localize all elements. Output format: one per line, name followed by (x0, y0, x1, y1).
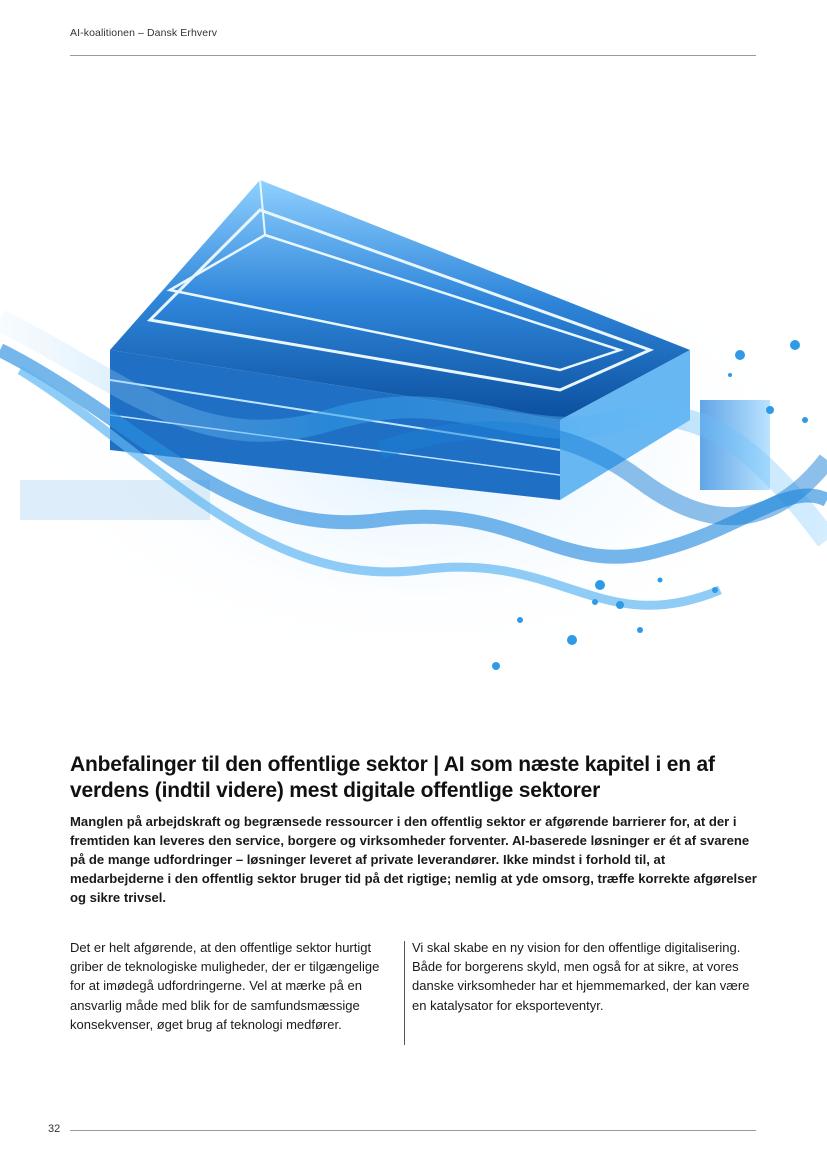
footer-rule (70, 1130, 756, 1131)
page-headline: Anbefalinger til den offentlige sektor | AI som næste kapitel i en af verdens (indtil videre) mest digitale offentlige sektorer (70, 753, 715, 803)
body-column-right: Vi skal skabe en ny vision for den offentlige digitalisering. Både for borgerens skyld, men også for at sikre, at vores danske virksomheder har et hjemmemarked, der kan være en katalysator for eksporteventyr. (412, 940, 750, 1013)
body-column-left: Det er helt afgørende, at den offentlige sektor hurtigt griber de teknologiske muligheder, der er tilgængelige for at imødegå udfordringerne. Vel at mærke på en ansvarlig måde med blik for de samfundsmæssige konsekvenser, øget brug af teknologi medfører. (70, 940, 380, 1032)
running-title: AI-koalitionen – Dansk Erhverv (70, 27, 218, 39)
lead-paragraph: Manglen på arbejdskraft og begrænsede ressourcer i den offentlig sektor er afgørende barrierer for, at der i fremtiden kan leveres den service, borgere og virksomheder forventer. AI-baserede løsninger er ét af svarene på de mange udfordringer – løsninger leveret af private leverandører. Ikke mindst i forhold til, at medarbejderne i den offentlig sektor bruger tid på det rigtige; nemlig at yde omsorg, træffe korrekte afgørelser og sikre trivsel. (70, 814, 757, 906)
page-number: 32 (48, 1123, 61, 1135)
hero-illustration (0, 120, 827, 700)
header-rule (70, 55, 756, 56)
column-divider (404, 941, 405, 1045)
